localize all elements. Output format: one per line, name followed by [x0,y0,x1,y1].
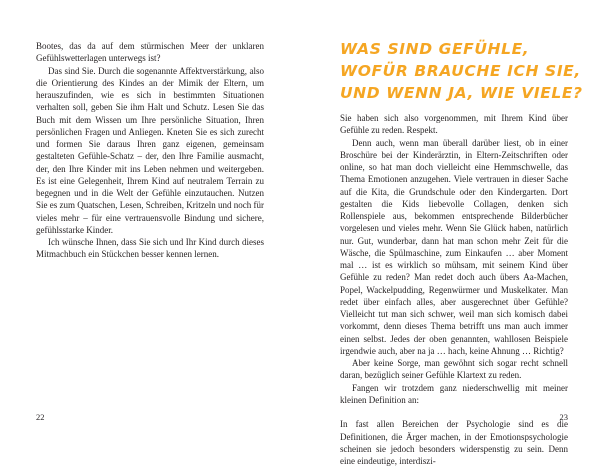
left-page [0,0,300,456]
paragraph: Aber keine Sorge, man gewöhnt sich sogar recht schnell daran, bezüglich seiner Gefühle Klartext zu reden. [340,358,568,381]
paragraph: Bootes, das da auf dem stürmischen Meer der unklaren Gefühlswetterlagen unterwegs ist? [36,41,264,64]
page-number: 22 [36,412,45,422]
paragraph: Fangen wir trotzdem ganz niederschwellig mit meiner kleinen Definition an: [340,382,568,405]
left-body-text [36,40,264,261]
right-page [300,0,600,466]
paragraph: In fast allen Bereichen der Psychologie sind es die Definitionen, die Ärger machen, in der Emotionspsychologie scheinen sie jedoch besonders widerspenstig zu sein. Denn eine eindeutige, interdiszi- [340,419,568,466]
paragraph: Denn auch, wenn man überall darüber liest, ob in einer Broschüre bei der Kinderärztin, in Eltern-Zeitschriften oder online, so hat man doch vielleicht eine Hemmschwelle, das Thema Emotionen anzugehen. Viele vertrauen in dieser Sache auf die Kita, die Grundschule oder den Kindergarten. Dort gestalten die Kids liebevolle Collagen, denken sich Rollenspiele aus, bekommen entsprechende Bilderbücher vorgelesen und vieles mehr. Wenn Sie Glück haben, natürlich nur. Gut, wunderbar, dann hat man schon mehr Zeit für die Wäsche, die Spülmaschine, zum Einkaufen … aber Moment mal … ist es wirklich so mühsam, mit seinem Kind über Gefühle zu reden? Man redet doch auch übers Aa-Machen, Popel, Wackelpudding, Regenwürmer und Muskelkater. Man redet über einfach alles, aber ausgerechnet über Gefühle? Vielleicht tut man sich schwer, weil man sich komisch dabei vorkommt, denn dieses Thema betrifft uns man auch immer einen selbst. Jedes der oben genannten, wahllosen Beispiele irgendwie auch, aber na ja … hach, keine Ahnung … Richtig? [340,137,568,356]
chapter-heading: WAS SIND GEFÜHLE, WOFÜR BRAUCHE ICH SIE, UND WENN JA, WIE VIELE? [340,40,583,102]
right-body-text [340,112,568,467]
paragraph: Sie haben sich also vorgenommen, mit Ihrem Kind über Gefühle zu reden. Respekt. [340,113,568,136]
page-number: 23 [559,412,568,422]
paragraph: Ich wünsche Ihnen, dass Sie sich und Ihr Kind durch dieses Mitmachbuch ein Stückchen besser kennen lernen. [36,237,264,260]
paragraph: Das sind Sie. Durch die sogenannte Affektverstärkung, also die Orientierung des Kindes an der Mimik der Eltern, um herauszufinden, wie es sich in bestimmten Situationen verhalten soll, geben Sie ihm Halt und Schutz. Lesen Sie das Buch mit dem Wissen um Ihre persönliche Situation, Ihren persönlichen Fragen und Anliegen. Kneten Sie es sich zurecht und formen Sie daraus Ihren ganz eigenen, gemeinsam gestalteten Gefühle-Schatz – der, den Ihre Familie ausmacht, der, den Ihre Kinder mit ins Leben nehmen und weitergeben. Es ist eine Gelegenheit, Ihrem Kind auf neutralem Terrain zu begegnen und in die Welt der Gefühle einzutauchen. Nutzen Sie es zum Quatschen, Lesen, Schreiben, Kritzeln und noch für vieles mehr – für eine vertrauensvolle Bindung und sichere, gefühlsstarke Kinder. [36,65,264,235]
